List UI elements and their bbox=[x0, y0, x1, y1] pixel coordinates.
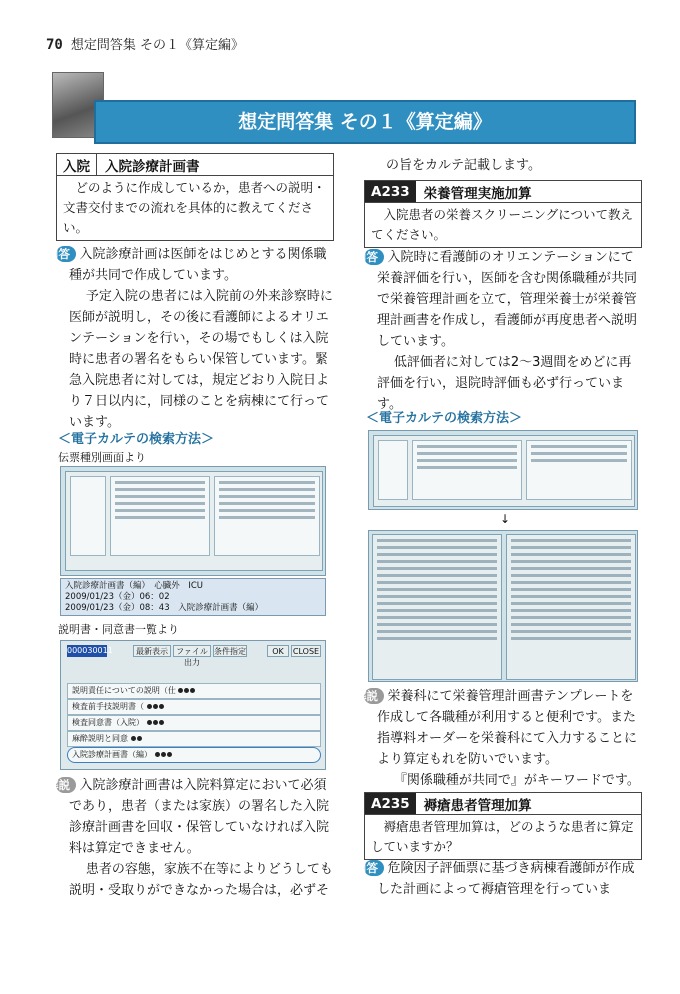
answer-3 bbox=[355, 858, 642, 900]
panel-date1: 2009/01/23（金）06：02 bbox=[65, 592, 170, 602]
answer-2-p1: 入院時に看護師のオリエンテーションにて栄養評価を行い，医師を含む関係職種が共同で栄養管理計画を立て，管理栄養士が栄養管理計画書を作成し，看護師が再度患者へ説明しています。 bbox=[377, 250, 638, 349]
question-1-text: どのように作成しているか，患者への説明・文書交付までの流れを具体的に教えてください。 bbox=[56, 175, 334, 241]
answer-2-p2: 低評価者に対しては2～3週間をめどに再評価を行い，退院時評価も必ず行っています。 bbox=[377, 355, 632, 412]
table-row[interactable] bbox=[67, 699, 321, 715]
question-3 bbox=[364, 792, 642, 860]
answer-1-p1: 入院診療計画は医師をはじめとする関係職種が共同で作成しています。 bbox=[69, 247, 327, 283]
question-2-header bbox=[364, 180, 642, 202]
topic-label: 入院診療計画書 bbox=[105, 158, 200, 175]
table-row[interactable] bbox=[67, 715, 321, 731]
caption-2: 説明書・同意書一覧より bbox=[58, 623, 179, 636]
answer-2 bbox=[355, 247, 642, 415]
file-output-button[interactable]: ファイル出力 bbox=[173, 645, 211, 657]
page-number: 70 bbox=[46, 37, 63, 53]
topic-label: 褥瘡患者管理加算 bbox=[423, 797, 532, 814]
condition-button[interactable]: 条件指定 bbox=[214, 647, 246, 656]
commentary-1 bbox=[47, 775, 334, 901]
section-title: 想定問答集 その１《算定編》 bbox=[238, 111, 492, 133]
table-row[interactable] bbox=[67, 731, 321, 747]
panel-title: 入院診療計画書（編） bbox=[65, 581, 146, 591]
page-header bbox=[46, 34, 244, 53]
topic-label: 栄養管理実施加算 bbox=[423, 185, 532, 202]
question-2-text: 入院患者の栄養スクリーニングについて教えてください。 bbox=[364, 202, 642, 248]
running-title: 想定問答集 その１《算定編》 bbox=[70, 38, 244, 53]
answer-1 bbox=[47, 244, 334, 433]
screenshot-plan-panel bbox=[60, 578, 326, 616]
commentary-1-p1: 入院診療計画書は入院料算定において必須であり，患者（または家族）の署名した入院診療計画書を回収・保管していなければ入院料は算定できません。 bbox=[69, 778, 330, 856]
commentary-2 bbox=[355, 686, 642, 791]
continued-text: の旨をカルテ記載します。 bbox=[386, 158, 541, 173]
commentary-1-p2: 患者の容態，家族不在等によりどうしても説明・受取りができなかった場合は，必ずそ bbox=[69, 862, 333, 898]
screenshot-consent-list bbox=[60, 640, 326, 770]
answer-badge: 回答 bbox=[56, 246, 76, 262]
code-label: A235 bbox=[365, 793, 416, 814]
search-heading-1: ＜電子カルテの検索方法＞ bbox=[58, 432, 215, 447]
table-row[interactable] bbox=[67, 683, 321, 699]
patient-id-field[interactable]: 000030011 bbox=[67, 646, 113, 655]
question-1 bbox=[56, 153, 334, 241]
commentary-badge: 解説 bbox=[364, 688, 384, 704]
panel-doc: 入院診療計画書（編） bbox=[178, 603, 264, 613]
panel-ward: ICU bbox=[188, 581, 203, 591]
down-arrow: ↓ bbox=[500, 512, 511, 526]
question-3-text: 褥瘡患者管理加算は，どのような患者に算定していますか？ bbox=[364, 814, 642, 860]
question-2 bbox=[364, 180, 642, 248]
answer-3-p1: 危険因子評価票に基づき病棟看護師が作成した計画によって褥瘡管理を行っていま bbox=[377, 861, 635, 897]
answer-badge: 回答 bbox=[364, 249, 384, 265]
caption-1: 伝票種別画面より bbox=[58, 451, 146, 464]
code-label: A233 bbox=[365, 181, 416, 202]
commentary-2-p1: 栄養科にて栄養管理計画書テンプレートを作成して各職種が利用すると便利です。また指導料オーダーを栄養科にて入力することにより算定もれを防いでいます。 bbox=[377, 689, 638, 767]
table-row-selected[interactable] bbox=[67, 747, 321, 763]
question-1-header bbox=[56, 153, 334, 175]
search-heading-2: ＜電子カルテの検索方法＞ bbox=[366, 411, 523, 426]
row-label: 説明責任についての説明（仕 bbox=[72, 686, 176, 695]
ok-button[interactable]: OK bbox=[267, 645, 289, 657]
screenshot-slip-type-2 bbox=[368, 430, 638, 510]
category-label: 入院 bbox=[57, 154, 97, 175]
row-label: 検査前手技説明書（ bbox=[72, 702, 144, 711]
question-3-header bbox=[364, 792, 642, 814]
panel-date2: 2009/01/23（金）08：43 bbox=[65, 603, 170, 613]
row-label: 入院診療計画書（編） bbox=[72, 750, 152, 759]
screenshot-slip-type bbox=[60, 466, 326, 576]
latest-view-button[interactable]: 最新表示 bbox=[133, 645, 171, 657]
row-label: 検査同意書（入院） bbox=[72, 718, 144, 727]
screenshot-nutrition-plan bbox=[368, 530, 638, 682]
close-button[interactable]: CLOSE bbox=[292, 647, 320, 656]
answer-badge: 回答 bbox=[364, 860, 384, 876]
commentary-2-p2: 『関係職種が共同で』がキーワードです。 bbox=[393, 773, 640, 788]
commentary-badge: 解説 bbox=[56, 777, 76, 793]
answer-1-p2: 予定入院の患者には入院前の外来診察時に医師が説明し，その後に看護師によるオリエンテーションを行い，その場でもしくは入院時に患者の署名をもらい保管しています。緊急入院患者に対しては，規定どおり入院日より７日以内に，同様のことを病棟にて行っています。 bbox=[69, 289, 333, 430]
row-label: 麻酔説明と同意 bbox=[72, 734, 128, 743]
panel-dept: 心臓外 bbox=[154, 581, 180, 591]
